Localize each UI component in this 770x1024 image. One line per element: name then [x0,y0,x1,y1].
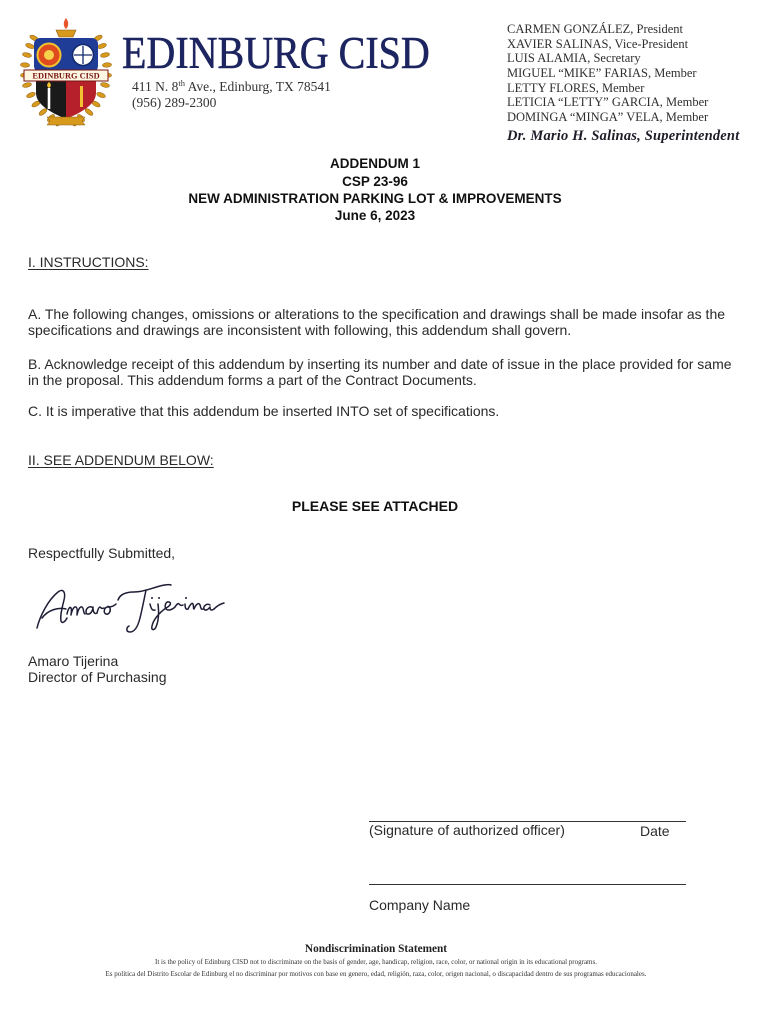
instruction-c-line: C. It is imperative that this addendum be inserted INTO set of specifications. [28,403,500,419]
instruction-a-line: specifications and drawings are inconsistent with following, this addendum shall govern. [28,322,572,338]
laurel-leaf [96,91,106,99]
district-address [132,77,331,94]
laurel-leaf [102,62,111,67]
district-crest-logo [18,13,114,127]
board-member: LUIS ALAMIA, Secretary [507,51,641,66]
board-member: DOMINGA “MINGA” VELA, Member [507,110,709,125]
instruction-a-line: A. The following changes, omissions or alterations to the specification and drawings shall be made insofar as the [28,306,726,322]
address-city-state-zip: Ave., Edinburg, TX 78541 [185,78,331,94]
laurel-leaf [22,52,32,58]
project-title: NEW ADMINISTRATION PARKING LOT & IMPROVEMENTS [188,190,562,206]
company-name-label: Company Name [369,897,471,913]
board-member: MIGUEL “MIKE” FARIAS, Member [507,66,697,81]
nondiscrimination-heading: Nondiscrimination Statement [304,942,448,955]
laurel-leaf [84,107,94,116]
district-phone: (956) 289-2300 [132,94,217,110]
instructions-heading: I. INSTRUCTIONS: [28,254,149,270]
addendum-date: June 6, 2023 [334,207,416,223]
laurel-leaf [38,107,48,116]
board-member: LETICIA “LETTY” GARCIA, Member [507,95,709,110]
signer-name: Amaro Tijerina [28,653,119,669]
signer-title: Director of Purchasing [28,669,167,685]
board-member: CARMEN GONZÁLEZ, President [507,22,684,36]
crest-banner [24,70,108,81]
signature-strokes [37,585,224,632]
nondiscrimination-english: It is the policy of Edinburg CISD not to discriminate on the basis of gender, age, handicap, religion, race, color, or national origin in its educational programs. [155,958,597,966]
instruction-b-line: in the proposal. This addendum forms a part of the Contract Documents. [28,372,477,388]
laurel-leaf [100,52,110,58]
date-label: Date [640,823,670,839]
crest-upper-shield [34,38,98,72]
instruction-b-line: B. Acknowledge receipt of this addendum by inserting its number and date of issue in the place provided for same [28,356,732,372]
addendum-section-heading: II. SEE ADDENDUM BELOW: [28,452,214,468]
district-name: EDINBURG CISD [122,26,430,78]
address-street: 411 N. 8 [132,78,179,94]
address-ordinal-suffix: th [178,77,185,88]
handwritten-signature [30,578,230,638]
laurel-leaf [20,62,29,67]
addendum-number: ADDENDUM 1 [329,155,420,171]
board-member: LETTY FLORES, Member [507,80,645,95]
lamp-emblem [56,18,76,37]
company-name-line [369,884,686,885]
board-of-trustees-list [507,22,708,125]
closing-salutation: Respectfully Submitted, [28,545,176,561]
bid-number: CSP 23-96 [342,173,408,189]
nondiscrimination-spanish: Es política del Distrito Escolar de Edinburg el no discriminar por motivos con base en genero, edad, religión, raza, color, origen nacional, o discapacidad dentro de sus programas educacionales. [105,970,647,978]
laurel-leaf [22,82,32,88]
laurel-leaf [26,91,36,99]
crest-ribbon [47,117,85,125]
laurel-leaf [25,42,35,49]
board-member: XAVIER SALINAS, Vice-President [507,36,689,51]
laurel-leaf [97,42,107,49]
signature-label: (Signature of authorized officer) [369,821,565,838]
laurel-leaf [100,82,110,88]
signature-dots [151,597,187,599]
crest-banner-text: EDINBURG CISD [32,71,100,81]
attached-notice: PLEASE SEE ATTACHED [291,498,459,514]
superintendent-name: Dr. Mario H. Salinas, Superintendent [507,128,740,144]
